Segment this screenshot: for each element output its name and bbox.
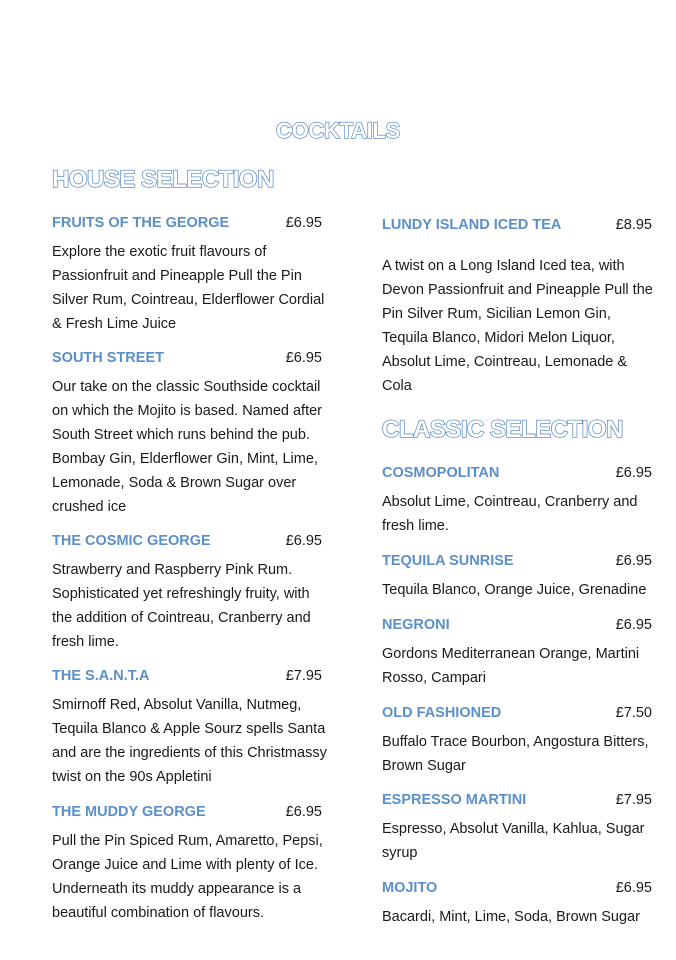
menu-item xyxy=(52,668,327,789)
house-selection-heading: HOUSE SELECTION xyxy=(52,166,274,193)
item-description: A twist on a Long Island Iced tea, with Devon Passionfruit and Pineapple Pull the Pin Silver Rum, Sicilian Lemon Gin, Tequila Blanco, Midori Melon Liquor, Absolut Lime, Cointreau, Lemonade & Cola xyxy=(382,258,653,394)
item-description: Strawberry and Raspberry Pink Rum. Sophisticated yet refreshingly fruity, with the addition of Cointreau, Cranberry and fresh lime. xyxy=(52,562,311,650)
item-price: £6.95 xyxy=(615,617,652,633)
menu-item xyxy=(382,705,654,778)
item-price: £6.95 xyxy=(285,215,322,231)
menu-item xyxy=(52,350,324,519)
item-name: OLD FASHIONED xyxy=(382,705,502,721)
item-description: Bacardi, Mint, Lime, Soda, Brown Sugar xyxy=(382,909,640,925)
item-price: £7.95 xyxy=(615,792,652,808)
item-name: LUNDY ISLAND ICED TEA xyxy=(382,217,562,233)
item-name: COSMOPOLITAN xyxy=(382,465,500,481)
item-name: FRUITS OF THE GEORGE xyxy=(52,215,230,231)
menu-item xyxy=(382,465,654,538)
item-description: Buffalo Trace Bourbon, Angostura Bitters, Brown Sugar xyxy=(382,734,649,774)
menu-item xyxy=(52,804,324,925)
menu-item xyxy=(382,617,654,690)
menu-item xyxy=(382,792,654,865)
menu-item-lundy xyxy=(382,217,654,398)
item-name: THE COSMIC GEORGE xyxy=(52,533,211,549)
item-price: £6.95 xyxy=(615,465,652,481)
item-name: SOUTH STREET xyxy=(52,350,164,366)
item-description: Gordons Mediterranean Orange, Martini Rosso, Campari xyxy=(382,646,640,686)
item-description: Pull the Pin Spiced Rum, Amaretto, Pepsi, Orange Juice and Lime with plenty of Ice. Underneath its muddy appearance is a beautiful combination of flavours. xyxy=(52,833,323,921)
menu-item xyxy=(382,553,654,602)
item-description: Tequila Blanco, Orange Juice, Grenadine xyxy=(382,582,647,598)
item-price: £7.95 xyxy=(285,668,322,684)
item-name: ESPRESSO MARTINI xyxy=(382,792,527,808)
item-price: £6.95 xyxy=(285,804,322,820)
item-name: MOJITO xyxy=(382,880,438,896)
item-price: £6.95 xyxy=(615,880,652,896)
menu-item xyxy=(52,215,324,336)
item-name: NEGRONI xyxy=(382,617,450,633)
item-description: Our take on the classic Southside cocktail on which the Mojito is based. Named after South Street which runs behind the pub. Bombay Gin, Elderflower Gin, Mint, Lime, Lemonade, Soda & Brown Sugar over crushed ice xyxy=(52,379,322,515)
item-description: Smirnoff Red, Absolut Vanilla, Nutmeg, Tequila Blanco & Apple Sourz spells Santa and are the ingredients of this Christmassy twist on the 90s Appletini xyxy=(52,697,327,785)
item-description: Espresso, Absolut Vanilla, Kahlua, Sugar syrup xyxy=(382,821,645,861)
item-price: £7.50 xyxy=(615,705,652,721)
classic-selection-heading: CLASSIC SELECTION xyxy=(382,416,623,443)
page-title: COCKTAILS xyxy=(276,118,400,143)
item-name: THE S.A.N.T.A xyxy=(52,668,150,684)
menu-item xyxy=(382,880,654,929)
item-description: Absolut Lime, Cointreau, Cranberry and fresh lime. xyxy=(382,494,638,534)
item-name: THE MUDDY GEORGE xyxy=(52,804,206,820)
item-name: TEQUILA SUNRISE xyxy=(382,553,514,569)
item-price: £6.95 xyxy=(285,350,322,366)
item-price: £8.95 xyxy=(615,217,652,233)
item-price: £6.95 xyxy=(285,533,322,549)
item-description: Explore the exotic fruit flavours of Passionfruit and Pineapple Pull the Pin Silver Rum, Cointreau, Elderflower Cordial & Fresh Lime Juice xyxy=(52,244,325,332)
item-price: £6.95 xyxy=(615,553,652,569)
menu-item xyxy=(52,533,324,654)
